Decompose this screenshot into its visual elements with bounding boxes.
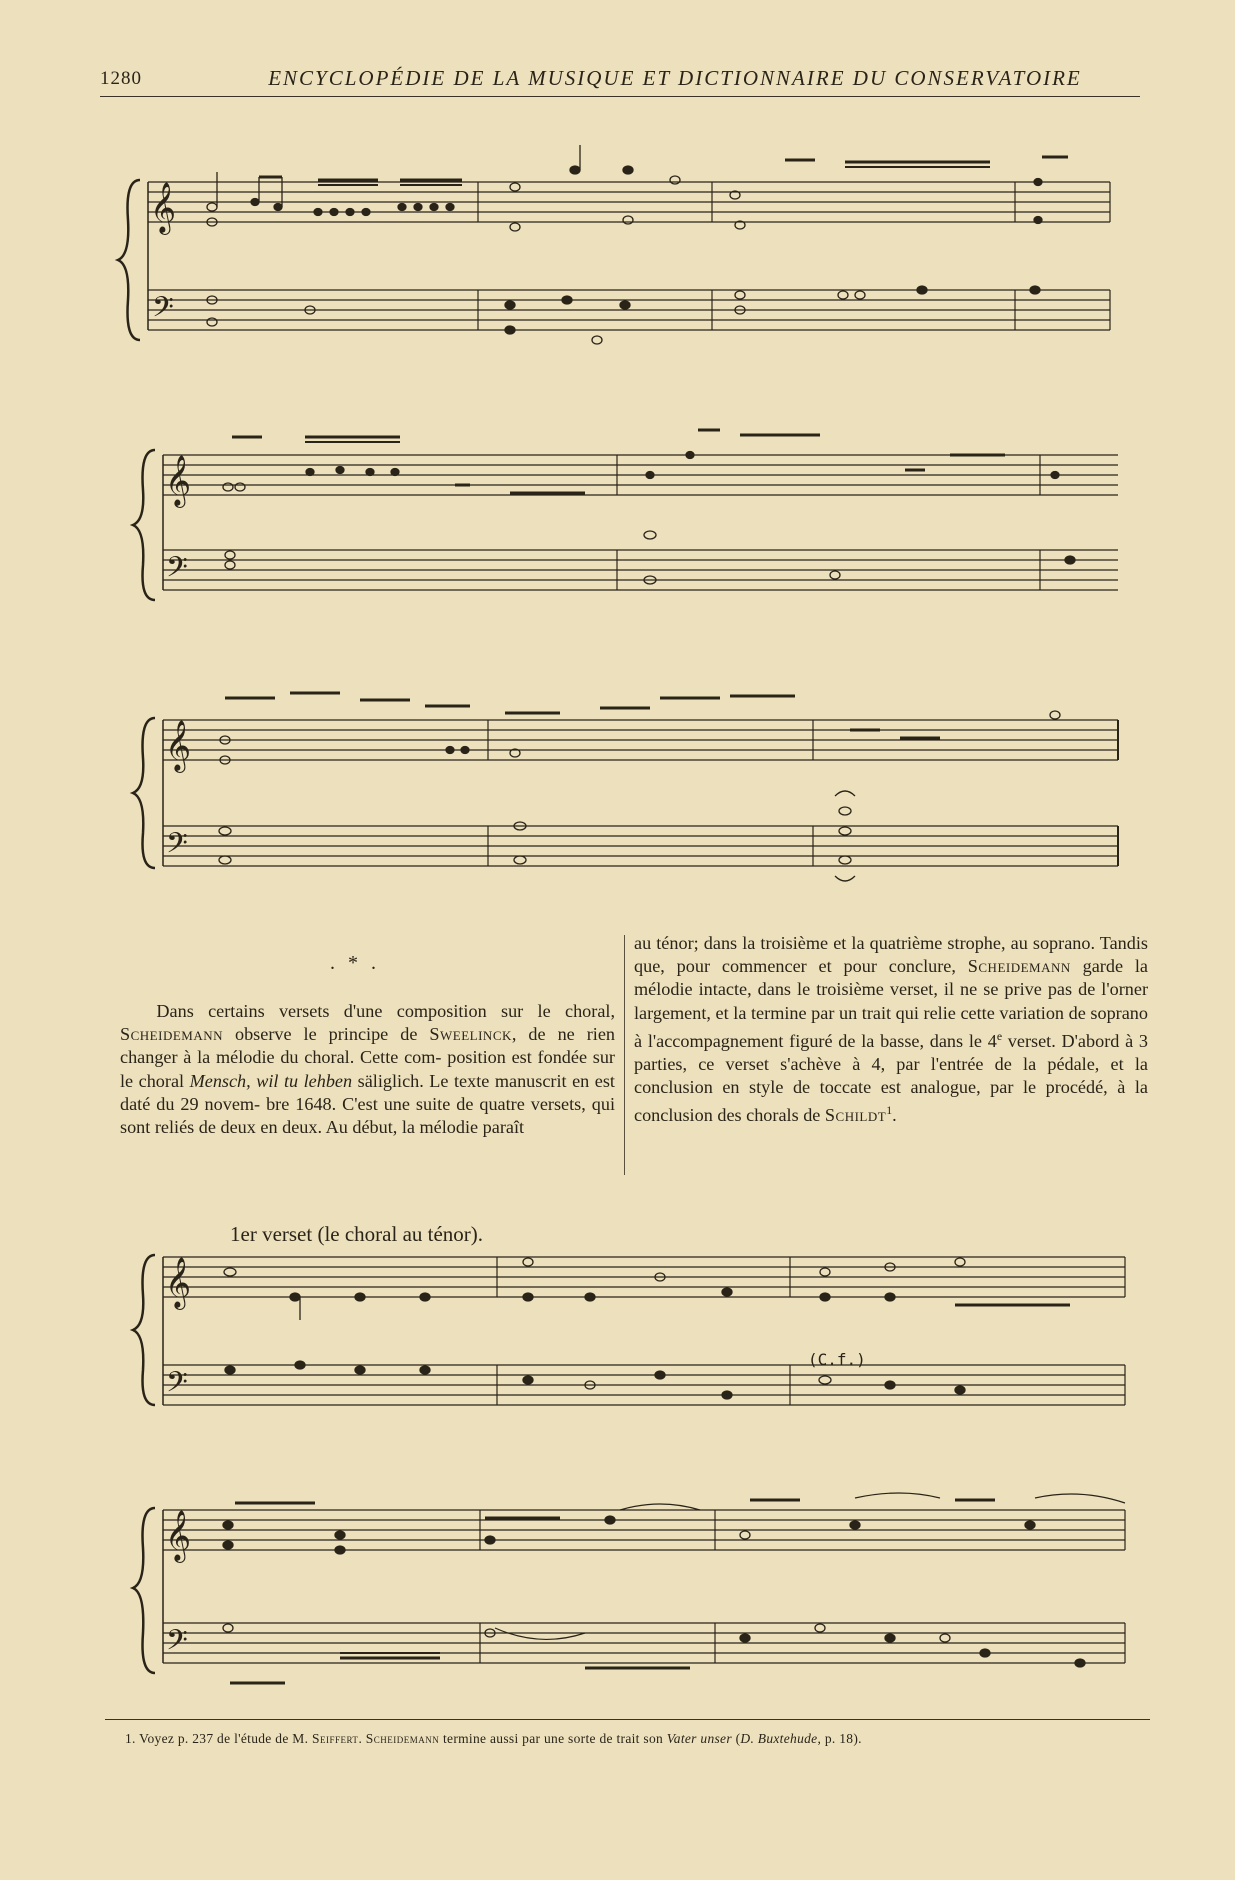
superscript-e: e bbox=[996, 1028, 1003, 1043]
footnote-text-2: . bbox=[358, 1731, 366, 1746]
ref-buxtehude: D. Buxtehude bbox=[740, 1731, 818, 1746]
svg-text:𝄢: 𝄢 bbox=[166, 1626, 188, 1663]
footnote-ref: 1 bbox=[886, 1103, 893, 1118]
text-line-4: position est fondée sur le choral bbox=[120, 1047, 615, 1091]
title-vater-unser: Vater unser bbox=[666, 1731, 732, 1746]
name-scheidemann: Scheidemann bbox=[120, 1024, 223, 1045]
score-system-4 bbox=[0, 1240, 1235, 1440]
footnote bbox=[125, 1731, 1135, 1747]
text-column-right bbox=[634, 932, 1148, 1128]
page-number: 1280 bbox=[100, 68, 142, 89]
footnote-text-3: termine aussi par une sorte de trait son bbox=[439, 1731, 667, 1746]
footnote-text-4: ( bbox=[731, 1731, 741, 1746]
running-header bbox=[100, 66, 1140, 97]
text-observe: observe le principe de bbox=[223, 1024, 430, 1045]
period: . bbox=[892, 1105, 897, 1126]
svg-text:𝄢: 𝄢 bbox=[152, 293, 174, 330]
right-text-3: verset. D'abord à 3 parties, ce verset s'achève à 4, par l'entrée de la pédale, et la conclusion en style de toccate est analogue, par le procédé, à la conclusion des chorals de bbox=[634, 1030, 1148, 1126]
music-system-3 bbox=[0, 688, 1235, 898]
score-system-3 bbox=[0, 688, 1235, 898]
footnote-number: 1. bbox=[125, 1731, 136, 1746]
score-system-5 bbox=[0, 1488, 1235, 1703]
column-divider bbox=[624, 935, 625, 1175]
footnote-name-scheidemann: Scheidemann bbox=[365, 1731, 440, 1746]
svg-text:𝄢: 𝄢 bbox=[166, 829, 188, 866]
svg-text:𝄢: 𝄢 bbox=[166, 553, 188, 590]
name-sweelinck: Sweelinck bbox=[429, 1024, 512, 1045]
music-system-5 bbox=[0, 1488, 1235, 1703]
text-line-2: choral, bbox=[565, 1001, 615, 1021]
running-title: ENCYCLOPÉDIE DE LA MUSIQUE ET DICTIONNAIRE DU CONSERVATOIRE bbox=[268, 66, 1082, 90]
name-scheidemann-2: Scheidemann bbox=[967, 956, 1071, 977]
svg-text:𝄞: 𝄞 bbox=[165, 721, 192, 770]
text-line-5: säliglich. Le texte manuscrit en est daté du 29 novem- bbox=[120, 1070, 615, 1114]
score-system-1 bbox=[0, 140, 1235, 370]
text-line-6: bre 1648. C'est une suite de quatre versets, qui sont bbox=[120, 1093, 616, 1138]
music-system-1 bbox=[0, 140, 1235, 370]
asterism: . * . bbox=[330, 952, 380, 974]
footnote-rule bbox=[105, 1719, 1150, 1720]
music-system-4 bbox=[0, 1240, 1235, 1440]
footnote-text-1: Voyez p. 237 de l'étude de M. bbox=[135, 1731, 312, 1746]
svg-text:𝄢: 𝄢 bbox=[166, 1368, 188, 1405]
name-seiffert: Seiffert bbox=[311, 1731, 359, 1746]
svg-text:𝄞: 𝄞 bbox=[165, 1258, 192, 1307]
svg-text:𝄞: 𝄞 bbox=[165, 456, 192, 505]
text-line-1: Dans certains versets d'une composition sur le bbox=[156, 1001, 551, 1021]
verset-label: 1er verset (le choral au ténor). bbox=[230, 1222, 484, 1246]
name-schildt: Schildt bbox=[824, 1105, 887, 1126]
text-line-7: reliés de deux en deux. Au début, la mélodie paraît bbox=[154, 1117, 525, 1138]
cantus-firmus-label: (C.f.) bbox=[808, 1350, 866, 1369]
footnote-text-5: , p. 18). bbox=[817, 1731, 862, 1746]
right-text-1: au ténor; dans la troisième et la quatrième strophe, au soprano. Tandis que, pour commencer et pour conclure, bbox=[634, 933, 1148, 977]
svg-text:𝄞: 𝄞 bbox=[150, 183, 177, 232]
music-system-2 bbox=[0, 415, 1235, 630]
score-system-2 bbox=[0, 415, 1235, 630]
text-column-left: Dans certains versets d'une composition sur le choral, Scheidemann observe le principe de Sweelinck, de ne rien changer à la mélodie du choral. Cette com- position est fondée sur le choral Mensch, wil tu lehben säliglich. Le texte manuscrit en est daté du 29 novem- bre 1648. C'est une suite de quatre versets, qui sont reliés de deux en deux. Au début, la mélodie paraît bbox=[120, 1001, 616, 1138]
choral-title: Mensch, wil tu lehben bbox=[189, 1070, 353, 1091]
text-line-3: de ne rien changer à la mélodie du choral. Cette com- bbox=[120, 1024, 616, 1068]
svg-text:𝄞: 𝄞 bbox=[165, 1511, 192, 1560]
right-text-2: garde la mélodie intacte, dans le troisième verset, il ne se prive pas de l'orner largement, et la termine par un trait qui relie cette variation de soprano à l'accompagnement figuré de la basse, dans le 4 bbox=[634, 956, 1149, 1051]
